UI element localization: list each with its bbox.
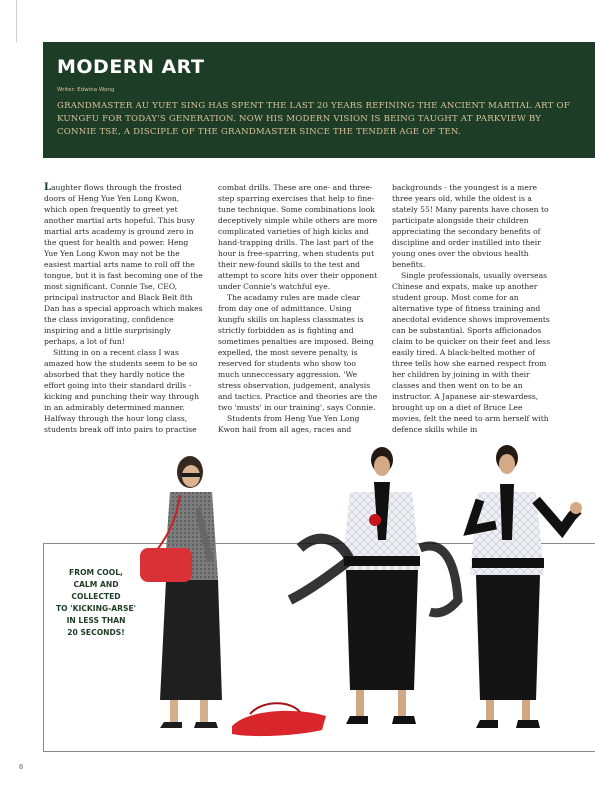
caption-line: COLLECTED — [71, 592, 121, 601]
article-paragraph: Single professionals, usually overseas Chinese and expats, make up another student group. Most come for an alternative type of fitness training and anecdotal evidence shows improvements can be substantial. Sports afficionados claim to be quicker on their feet and less easily tired. A black-belted mother of three tells how she earned respect from her children by joining in with their classes and then went on to be an instructor. A Japanese air-stewardess, brought up on a diet of Bruce Lee movies, felt the need to arm herself with defence skills while in — [392, 271, 551, 434]
caption-line: FROM COOL, — [69, 568, 123, 577]
woman-in-tweed-jacket-figure — [140, 456, 222, 728]
article-paragraph: Laughter flows through the frosted doors of Heng Yue Yen Long Kwon, which open frequently to greet yet another martial arts hopeful. This busy martial arts academy is ground zero in the quest for health and power. Heng Yue Yen Long Kwon may not be the easiest martial arts name to roll off the tongue, but it is fast becoming one of the most significant. Connie Tse, CEO, principal instructor and Black Belt 8th Dan has a special approach which makes the class invigorating, confidence inspiring and a little surprisingly perhaps, a lot of fun! — [44, 182, 203, 346]
caption-line: TO 'KICKING-ARSE' — [55, 604, 137, 613]
article-paragraph: The acadamy rules are made clear from day one of admittance. Using kungfu skills on hapless classmates is strictly forbidden as is fighting and sometimes penalties are imposed. Being expelled, the most severe penalty, is reserved for students who show too much unneccessary aggression. 'We stress observation, judgement, analysis and tactics. Practice and theories are the two 'musts' in our training', says Connie. — [218, 293, 378, 412]
caption-line: 20 SECONDS! — [67, 628, 125, 637]
caption-line: CALM AND — [73, 580, 119, 589]
caption-line: IN LESS THAN — [66, 616, 126, 625]
page-number: 8 — [19, 763, 24, 771]
article-paragraph: Sitting in on a recent class I was amazed how the students seem to be so absorbed that they hardly notice the effort going into their standard drills - kicking and punching their way through in an admirably determined manner. Halfway through the hour long class, students break off into pairs to practise combat drills. These are one- and three-step sparring exercises that help to fine-tune technique. Some combinations look deceptively simple while others are more complicated varieties of high kicks and hand-trapping drills. The last part of the hour is free-sparring, when students put their new-found skills to the test and attempt to score hits over their opponent under Connie's watchful eye. — [44, 183, 378, 434]
intro-standfirst: GRANDMASTER AU YUET SING HAS SPENT THE LAST 20 YEARS REFINING THE ANCIENT MARTIAL ART OF KUNGFU FOR TODAY'S GENERATION. NOW HIS MODERN VISION IS BEING TAUGHT AT PARKVIEW BY CONNIE TSE, A DISCIPLE OF THE GRANDMASTER SINCE THE TENDER AGE OF TEN. — [57, 101, 570, 137]
writer-credit: Writer: Edwina Wong — [57, 87, 115, 93]
martial-artist-in-uniform-figure — [470, 445, 582, 728]
article-title: MODERN ART — [57, 56, 205, 78]
red-bag-on-floor — [232, 703, 326, 736]
article-paragraph: Students from Heng Yue Yen Long Kwon hail from all ages, races and backgrounds - the youngest is a mere three years old, while the oldest is a stately 55! Many parents have chosen to participate alongside their children appreciating the secondary benefits of discipline and order instilled into their young ones over the obvious health benefits. — [218, 183, 549, 434]
photo-caption — [46, 567, 146, 639]
martial-artist-swinging-belt-figure — [290, 447, 458, 724]
